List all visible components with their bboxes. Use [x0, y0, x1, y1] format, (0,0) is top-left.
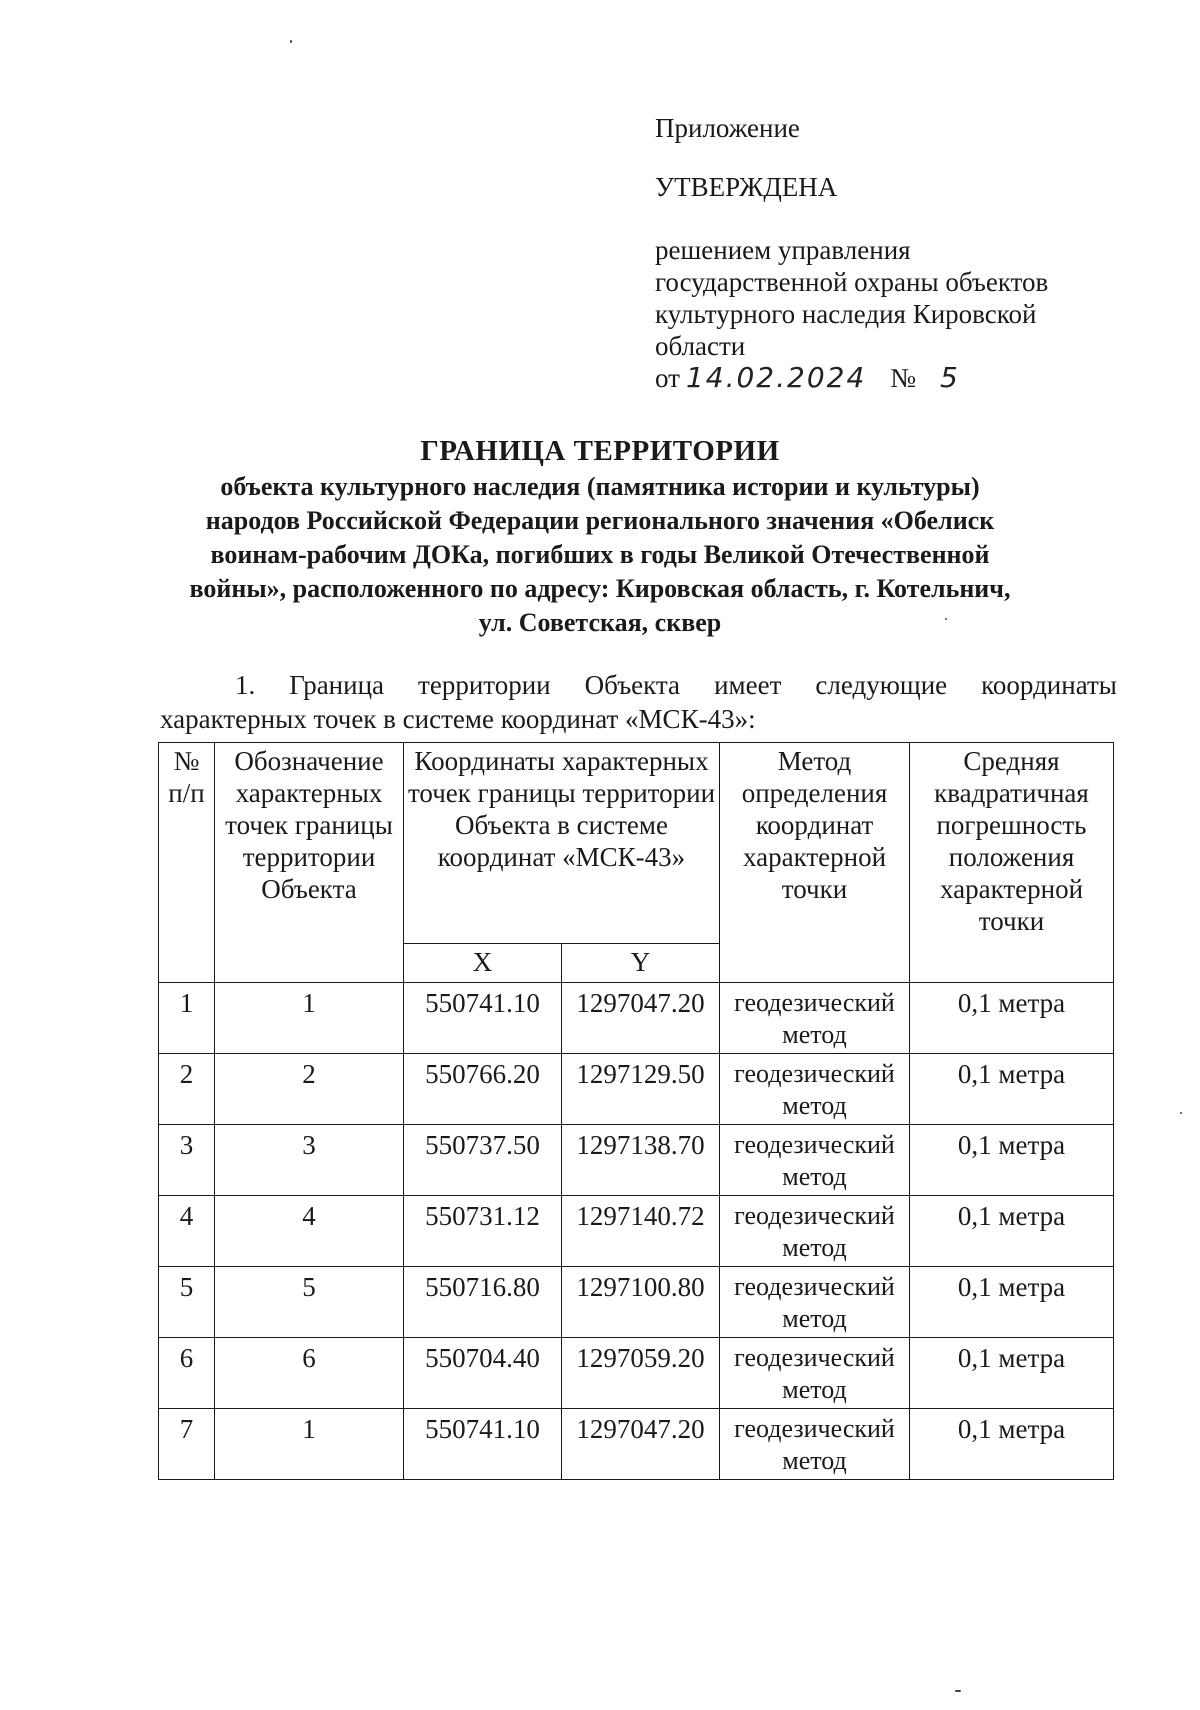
table-row: [159, 1125, 1114, 1196]
header-y: Y: [562, 944, 720, 983]
paragraph-word: Объекта: [584, 670, 681, 700]
table-row: [159, 1338, 1114, 1409]
cell-num: 6: [159, 1338, 215, 1409]
cell-y: 1297047.20: [562, 983, 720, 1054]
cell-error: 0,1 метра: [910, 1338, 1114, 1409]
cell-x: 550716.80: [404, 1267, 562, 1338]
cell-num: 2: [159, 1054, 215, 1125]
cell-error: 0,1 метра: [910, 983, 1114, 1054]
title-sub-line: объекта культурного наследия (памятника истории и культуры): [220, 472, 980, 501]
table-row: [159, 983, 1114, 1054]
cell-error: 0,1 метра: [910, 1125, 1114, 1196]
cell-x: 550766.20: [404, 1054, 562, 1125]
decision-line: области: [655, 331, 746, 361]
cell-method: геодезический метод: [720, 983, 910, 1054]
cell-method: геодезический метод: [720, 1196, 910, 1267]
cell-error: 0,1 метра: [910, 1409, 1114, 1480]
cell-point: 3: [215, 1125, 404, 1196]
intro-paragraph: [160, 668, 1117, 736]
paragraph-word: территории: [418, 670, 551, 700]
cell-point: 1: [215, 983, 404, 1054]
cell-y: 1297129.50: [562, 1054, 720, 1125]
paragraph-first-line: [160, 668, 1117, 702]
title-sub-line: воинам-рабочим ДОКа, погибших в годы Великой Отечественной: [210, 540, 990, 569]
decision-date-line: [655, 362, 1155, 394]
paragraph-word: Граница: [289, 670, 385, 700]
cell-method: геодезический метод: [720, 1267, 910, 1338]
cell-error: 0,1 метра: [910, 1196, 1114, 1267]
cell-y: 1297100.80: [562, 1267, 720, 1338]
cell-error: 0,1 метра: [910, 1267, 1114, 1338]
title-main: ГРАНИЦА ТЕРРИТОРИИ: [420, 435, 780, 467]
title-sub-line: ул. Советская, сквер: [478, 608, 722, 637]
cell-num: 7: [159, 1409, 215, 1480]
cell-point: 6: [215, 1338, 404, 1409]
handwritten-number: 5: [940, 361, 960, 394]
cell-method: геодезический метод: [720, 1338, 910, 1409]
paragraph-word: 1.: [235, 670, 256, 700]
cell-y: 1297059.20: [562, 1338, 720, 1409]
appendix-label: Приложение: [655, 113, 800, 143]
cell-num: 5: [159, 1267, 215, 1338]
cell-y: 1297140.72: [562, 1196, 720, 1267]
cell-method: геодезический метод: [720, 1125, 910, 1196]
header-coordinates: Координаты характерных точек границы территории Объекта в системе координат «МСК-43»: [404, 743, 720, 944]
document-title: [150, 432, 1050, 640]
cell-num: 3: [159, 1125, 215, 1196]
cell-y: 1297138.70: [562, 1125, 720, 1196]
cell-point: 4: [215, 1196, 404, 1267]
decision-line: решением управления: [655, 235, 911, 265]
cell-num: 4: [159, 1196, 215, 1267]
cell-x: 550741.10: [404, 983, 562, 1054]
decision-line: культурного наследия Кировской: [655, 299, 1037, 329]
cell-x: 550741.10: [404, 1409, 562, 1480]
table-row: [159, 1409, 1114, 1480]
coordinates-table: [158, 742, 1114, 1480]
scan-speck: [945, 618, 947, 620]
handwritten-date: 14.02.2024: [685, 361, 867, 394]
cell-y: 1297047.20: [562, 1409, 720, 1480]
scan-speck: [955, 1690, 961, 1692]
number-sign: №: [890, 363, 917, 393]
title-sub-line: народов Российской Федерации регионального значения «Обелиск: [205, 506, 995, 535]
cell-point: 1: [215, 1409, 404, 1480]
cell-x: 550731.12: [404, 1196, 562, 1267]
table-row: [159, 1054, 1114, 1125]
header-num: № п/п: [159, 743, 215, 983]
cell-point: 5: [215, 1267, 404, 1338]
approved-label: УТВЕРЖДЕНА: [655, 172, 838, 202]
header-method: Метод определения координат характерной точки: [720, 743, 910, 983]
cell-error: 0,1 метра: [910, 1054, 1114, 1125]
header-designation: Обозначение характерных точек границы территории Объекта: [215, 743, 404, 983]
cell-x: 550704.40: [404, 1338, 562, 1409]
scan-speck: [290, 40, 292, 43]
table-row: [159, 1196, 1114, 1267]
cell-method: геодезический метод: [720, 1054, 910, 1125]
date-prefix: от: [655, 363, 680, 393]
approval-block: [655, 112, 1155, 394]
header-x: X: [404, 944, 562, 983]
paragraph-word: координаты: [981, 670, 1117, 700]
paragraph-word: имеет: [714, 670, 782, 700]
paragraph-second-line: характерных точек в системе координат «МСК-43»:: [160, 704, 756, 734]
cell-point: 2: [215, 1054, 404, 1125]
decision-text: [655, 234, 1155, 362]
decision-line: государственной охраны объектов: [655, 267, 1049, 297]
table-row: [159, 1267, 1114, 1338]
table-body: [159, 983, 1114, 1480]
cell-method: геодезический метод: [720, 1409, 910, 1480]
cell-num: 1: [159, 983, 215, 1054]
header-error: Средняя квадратичная погрешность положения характерной точки: [910, 743, 1114, 983]
title-sub-line: войны», расположенного по адресу: Кировская область, г. Котельнич,: [189, 574, 1011, 603]
scan-speck: [1180, 1112, 1182, 1114]
paragraph-word: следующие: [815, 670, 948, 700]
cell-x: 550737.50: [404, 1125, 562, 1196]
